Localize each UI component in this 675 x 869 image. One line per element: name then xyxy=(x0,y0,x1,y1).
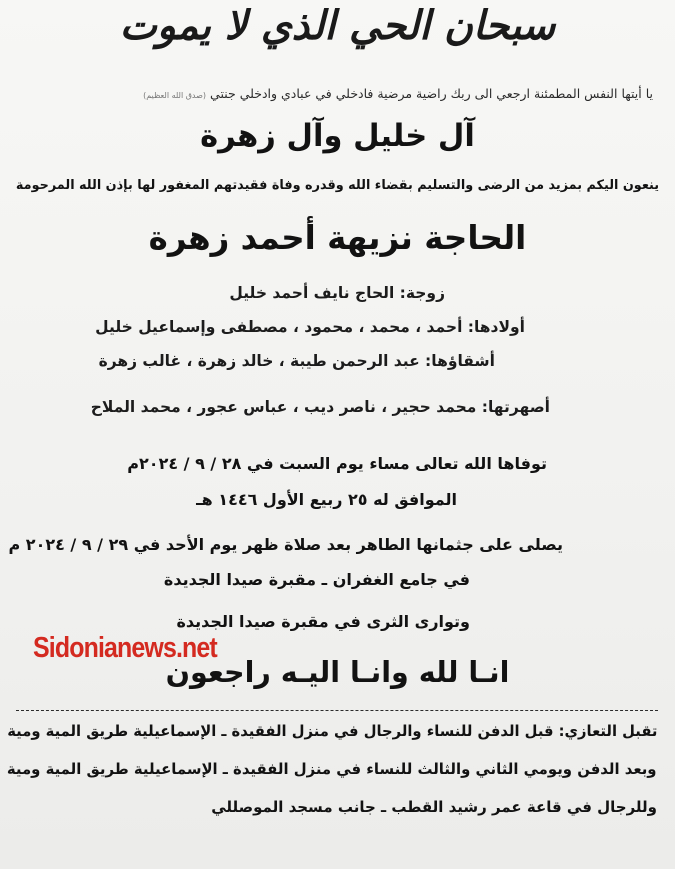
announcement-text: ينعون اليكم بمزيد من الرضى والتسليم بقضاء الله وقدره وفاة فقيدتهم المغفور لها بإذن الله المرحومة xyxy=(15,178,660,193)
family-names: آل خليل وآل زهرة xyxy=(200,118,475,154)
watermark-logo: Sidonianews.net xyxy=(33,632,217,664)
children-line: أولادها: أحمد ، محمد ، محمود ، مصطفى وإسماعيل خليل xyxy=(95,318,525,336)
prayer-line: يصلى على جثمانها الطاهر بعد صلاة ظهر يوم الأحد في ٢٩ / ٩ / ٢٠٢٤ م xyxy=(8,535,563,554)
verse-text: يا أيتها النفس المطمئنة ارجعي الى ربك راضية مرضية فادخلي في عبادي وادخلي جنتي xyxy=(210,86,653,101)
in-laws-line: أصهرتها: محمد حجير ، ناصر ديب ، عباس عجور ، محمد الملاح xyxy=(90,398,550,416)
hijri-date-line: الموافق له ٢٥ ربيع الأول ١٤٤٦ هـ xyxy=(196,490,457,509)
condolences-line-1: تقبل التعازي: قبل الدفن للنساء والرجال في منزل الفقيدة ـ الإسماعيلية طريق المية ومية xyxy=(6,722,657,740)
header-calligraphy: سبحان الحي الذي لا يموت xyxy=(119,2,556,49)
husband-line: زوجة: الحاج نايف أحمد خليل xyxy=(229,284,445,302)
burial-line: وتوارى الثرى في مقبرة صيدا الجديدة xyxy=(176,612,470,631)
divider xyxy=(16,710,658,711)
deceased-name: الحاجة نزيهة أحمد زهرة xyxy=(148,218,527,257)
siblings-line: أشقاؤها: عبد الرحمن طيبة ، خالد زهرة ، غالب زهرة xyxy=(98,352,495,370)
condolences-line-3: وللرجال في قاعة عمر رشيد القطب ـ جانب مسجد الموصللي xyxy=(211,798,657,816)
condolences-line-2: وبعد الدفن ويومي الثاني والثالث للنساء في منزل الفقيدة ـ الإسماعيلية طريق المية ومية xyxy=(7,760,657,778)
verse-reference: (صدق الله العظيم) xyxy=(143,91,207,100)
prayer-location-line: في جامع الغفران ـ مقبرة صيدا الجديدة xyxy=(163,570,470,589)
death-date-line: توفاها الله تعالى مساء يوم السبت في ٢٨ / ٩ / ٢٠٢٤م xyxy=(127,454,547,473)
quran-verse xyxy=(143,86,653,101)
closing-verse: انـا لله وانـا اليـه راجعون xyxy=(165,655,510,689)
